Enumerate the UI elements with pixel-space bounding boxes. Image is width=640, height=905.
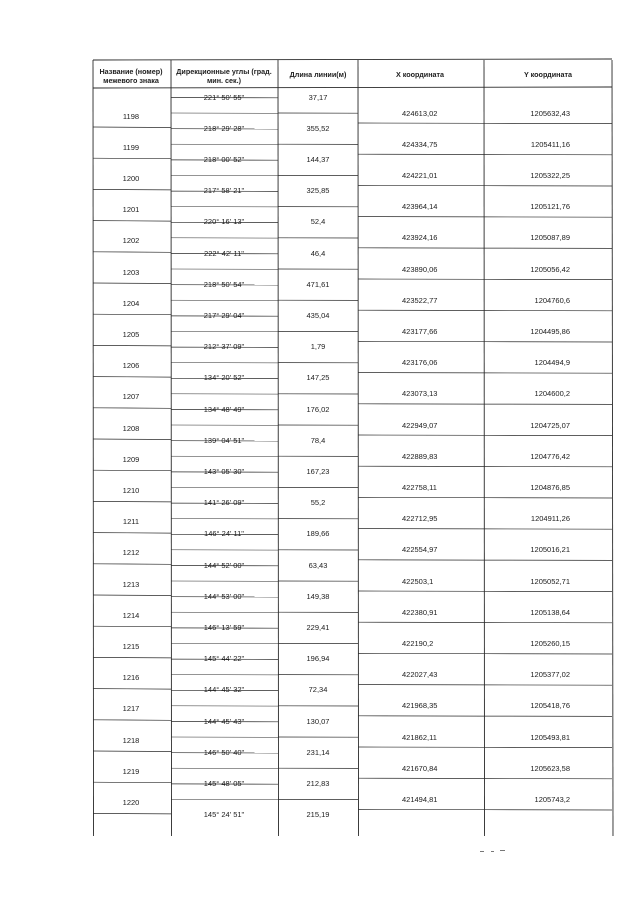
point-name: 1218 <box>122 735 140 745</box>
segment-length: 231,14 <box>306 747 330 757</box>
scan-speck <box>480 851 484 852</box>
point-x: 422889,83 <box>402 451 438 461</box>
point-name: 1201 <box>122 205 140 215</box>
point-x: 422949,07 <box>402 420 438 430</box>
point-x: 423964,14 <box>402 202 438 212</box>
point-y: 1205377,02 <box>530 670 570 680</box>
segment-length: 78,4 <box>310 435 326 445</box>
segment-length: 167,23 <box>306 466 330 476</box>
point-x: 422758,11 <box>402 482 437 492</box>
point-y: 1205743,2 <box>534 794 570 804</box>
point-y: 1204494,9 <box>534 358 570 368</box>
segment-angle: 141° 26' 09" <box>203 498 245 508</box>
grid-line <box>93 782 171 783</box>
point-name: 1211 <box>122 517 140 527</box>
grid-line <box>484 60 485 836</box>
grid-line <box>93 595 171 596</box>
point-y: 1205411,16 <box>530 139 570 149</box>
point-name: 1200 <box>122 173 140 183</box>
point-y: 1204776,42 <box>530 451 570 461</box>
segment-length: 130,07 <box>306 716 330 726</box>
grid-line <box>93 127 171 128</box>
grid-line <box>93 689 171 690</box>
segment-length: 147,25 <box>306 373 330 383</box>
point-y: 1205260,15 <box>530 638 570 648</box>
grid-line <box>93 501 171 502</box>
point-name: 1199 <box>122 142 140 152</box>
point-x: 423073,13 <box>402 389 438 399</box>
grid-line <box>278 60 279 836</box>
grid-line <box>93 283 171 284</box>
grid-line <box>93 252 171 253</box>
point-name: 1217 <box>122 704 140 714</box>
grid-line <box>93 189 171 190</box>
segment-angle: 218° 50' 54" <box>203 279 245 289</box>
point-name: 1215 <box>122 641 140 651</box>
segment-angle: 145° 48' 05" <box>203 778 245 788</box>
point-x: 423177,66 <box>402 326 438 336</box>
point-x: 422503,1 <box>402 576 434 586</box>
segment-length: 215,19 <box>306 810 330 820</box>
point-name: 1202 <box>122 236 140 246</box>
point-x: 423890,06 <box>402 264 438 274</box>
point-name: 1219 <box>122 766 140 776</box>
point-name: 1210 <box>122 485 140 495</box>
point-name: 1207 <box>122 392 140 402</box>
point-name: 1209 <box>122 454 140 464</box>
segment-angle: 146° 50' 40" <box>203 747 245 757</box>
point-y: 1204600,2 <box>534 389 570 399</box>
point-name: 1198 <box>122 111 140 121</box>
point-x: 422190,2 <box>402 638 434 648</box>
point-y: 1205087,89 <box>530 233 570 243</box>
scan-speck <box>491 851 494 852</box>
segment-length: 176,02 <box>306 404 330 414</box>
grid-line <box>93 751 171 752</box>
segment-angle: 143° 05' 30" <box>203 466 245 476</box>
point-y: 1204495,86 <box>530 326 570 336</box>
point-y: 1205623,58 <box>530 763 570 773</box>
header-angle: Дирекционные углы (град. мин. сек.) <box>176 67 272 85</box>
grid-line <box>358 60 359 836</box>
point-y: 1205493,81 <box>530 732 570 742</box>
grid-line <box>93 158 171 159</box>
point-x: 423176,06 <box>402 358 438 368</box>
grid-line <box>93 657 171 658</box>
segment-angle: 145° 24' 51" <box>203 810 245 820</box>
segment-angle: 217° 29' 04" <box>203 310 245 320</box>
segment-length: 72,34 <box>308 685 328 695</box>
point-y: 1204876,85 <box>530 482 570 492</box>
segment-length: 471,61 <box>306 279 330 289</box>
point-x: 421968,35 <box>402 701 438 711</box>
segment-angle: 134° 20' 52" <box>203 373 245 383</box>
point-x: 422027,43 <box>402 670 438 680</box>
grid-line <box>171 60 172 836</box>
grid-line <box>93 533 171 534</box>
point-y: 1204725,07 <box>530 420 570 430</box>
point-name: 1213 <box>122 579 140 589</box>
segment-length: 325,85 <box>306 186 330 196</box>
segment-angle: 221° 50' 55" <box>203 92 245 102</box>
segment-length: 63,43 <box>308 560 328 570</box>
point-x: 423522,77 <box>402 295 438 305</box>
point-name: 1212 <box>122 548 140 558</box>
segment-length: 435,04 <box>306 310 330 320</box>
header-name: Название (номер) межевого знака <box>99 67 163 85</box>
segment-angle: 144° 52' 00" <box>203 560 245 570</box>
grid-line <box>93 470 171 471</box>
grid-line <box>93 813 171 814</box>
grid-line <box>93 314 171 315</box>
segment-angle: 217° 58' 21" <box>203 186 245 196</box>
segment-angle: 220° 16' 13" <box>203 217 245 227</box>
segment-angle: 144° 45' 32" <box>203 685 245 695</box>
scan-speck <box>500 850 505 851</box>
point-x: 424221,01 <box>402 170 438 180</box>
segment-angle: 222° 42' 11" <box>204 248 244 258</box>
segment-angle: 146° 24' 11" <box>204 529 244 539</box>
grid-line <box>93 345 171 346</box>
segment-angle: 145° 44' 22" <box>203 654 245 664</box>
segment-length: 212,83 <box>306 778 330 788</box>
point-y: 1204911,26 <box>530 514 570 524</box>
segment-length: 46,4 <box>310 248 326 258</box>
segment-length: 144,37 <box>306 154 330 164</box>
segment-angle: 144° 45' 43" <box>203 716 245 726</box>
point-y: 1205418,76 <box>530 701 570 711</box>
point-x: 422380,91 <box>402 607 438 617</box>
header-x: X координата <box>395 70 445 79</box>
segment-length: 55,2 <box>310 498 326 508</box>
point-name: 1206 <box>122 361 140 371</box>
point-x: 421670,84 <box>402 763 438 773</box>
segment-angle: 218° 29' 28" <box>203 123 245 133</box>
point-x: 423924,16 <box>402 233 438 243</box>
segment-length: 229,41 <box>306 622 330 632</box>
point-name: 1220 <box>122 797 140 807</box>
segment-length: 196,94 <box>306 654 330 664</box>
segment-angle: 218° 00' 52" <box>203 154 245 164</box>
segment-length: 52,4 <box>310 217 326 227</box>
segment-length: 37,17 <box>308 92 328 102</box>
point-y: 1205052,71 <box>530 576 570 586</box>
segment-angle: 144° 53' 00" <box>203 591 245 601</box>
grid-line <box>93 377 171 378</box>
point-y: 1205016,21 <box>530 545 570 555</box>
point-y: 1205632,43 <box>530 108 570 118</box>
point-y: 1205056,42 <box>530 264 570 274</box>
segment-length: 1,79 <box>310 342 326 352</box>
grid-line <box>612 60 613 836</box>
grid-line <box>93 720 171 721</box>
grid-line <box>93 439 171 440</box>
point-x: 424613,02 <box>402 108 438 118</box>
point-name: 1204 <box>122 298 140 308</box>
point-name: 1216 <box>122 673 140 683</box>
grid-line <box>93 221 171 222</box>
point-name: 1203 <box>122 267 140 277</box>
point-y: 1205121,76 <box>530 202 570 212</box>
point-y: 1205322,25 <box>530 170 570 180</box>
segment-angle: 139° 04' 51" <box>203 435 245 445</box>
segment-length: 189,66 <box>306 529 330 539</box>
point-name: 1208 <box>122 423 140 433</box>
point-name: 1214 <box>122 610 140 620</box>
header-y: Y координата <box>524 70 572 79</box>
grid-line <box>93 626 171 627</box>
grid-line <box>93 408 171 409</box>
segment-angle: 146° 13' 59" <box>203 622 245 632</box>
point-x: 424334,75 <box>402 139 438 149</box>
point-y: 1205138,64 <box>530 607 570 617</box>
grid-line <box>93 564 171 565</box>
point-x: 421862,11 <box>402 732 437 742</box>
point-x: 422712,95 <box>402 514 438 524</box>
point-name: 1205 <box>122 329 140 339</box>
segment-angle: 134° 48' 49" <box>203 404 245 414</box>
grid-line <box>93 59 612 60</box>
header-length: Длина линии(м) <box>289 70 347 79</box>
segment-length: 149,38 <box>306 591 330 601</box>
segment-angle: 212° 37' 09" <box>203 342 245 352</box>
point-x: 421494,81 <box>402 794 438 804</box>
point-x: 422554,97 <box>402 545 438 555</box>
point-y: 1204760,6 <box>534 295 570 305</box>
segment-length: 355,52 <box>306 123 330 133</box>
